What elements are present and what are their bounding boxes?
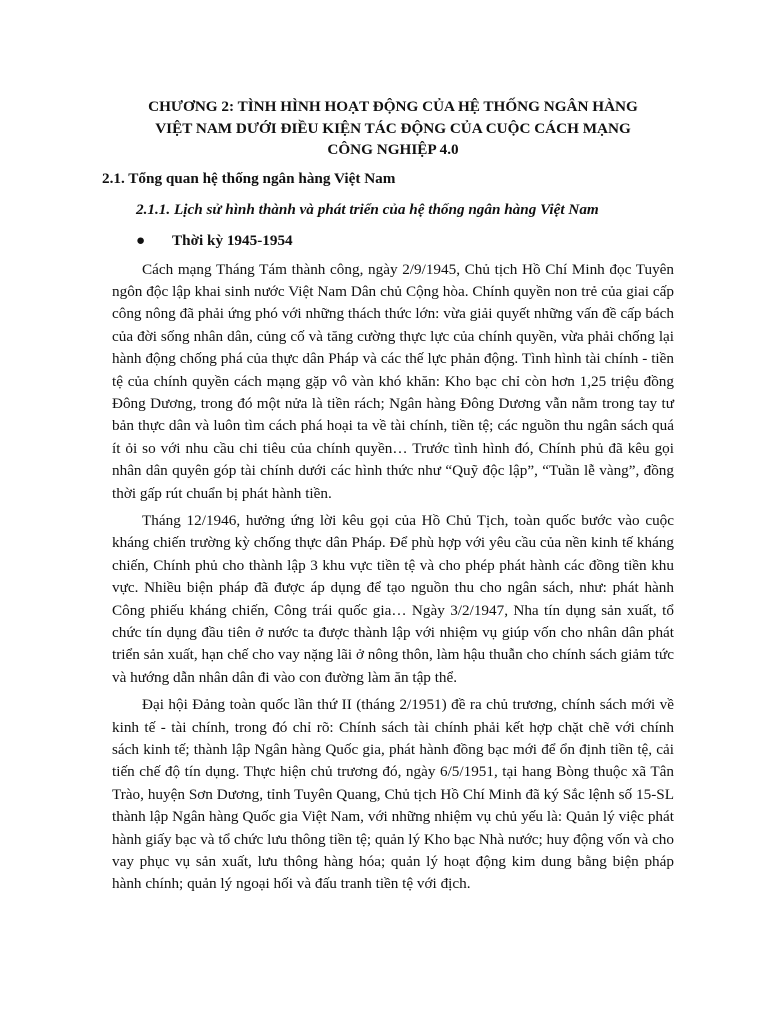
chapter-title bbox=[112, 96, 674, 161]
chapter-title-line-2: VIỆT NAM DƯỚI ĐIỀU KIỆN TÁC ĐỘNG CỦA CUỘC CÁCH MẠNG bbox=[155, 119, 631, 137]
body-paragraph-3: Đại hội Đảng toàn quốc lần thứ II (tháng 2/1951) đề ra chủ trương, chính sách mới về kinh tế - tài chính, trong đó chỉ rõ: Chính sách tài chính phải kết hợp chặt chẽ với chính sách kinh tế; thành lập Ngân hàng Quốc gia, phát hành đồng bạc mới để ổn định tiền tệ, cải tiến chế độ tín dụng. Thực hiện chủ trương đó, ngày 6/5/1951, tại hang Bòng thuộc xã Tân Trào, huyện Sơn Dương, tỉnh Tuyên Quang, Chủ tịch Hồ Chí Minh đã ký Sắc lệnh số 15-SL thành lập Ngân hàng Quốc gia Việt Nam, với những nhiệm vụ chủ yếu là: Quản lý việc phát hành giấy bạc và tổ chức lưu thông tiền tệ; quản lý Kho bạc Nhà nước; huy động vốn và cho vay phục vụ sản xuất, lưu thông hàng hóa; quản lý hoạt động kim dung bằng biện pháp hành chính; quản lý ngoại hối và đấu tranh tiền tệ với địch. bbox=[112, 696, 674, 893]
body-paragraph-1: Cách mạng Tháng Tám thành công, ngày 2/9/1945, Chủ tịch Hồ Chí Minh đọc Tuyên ngôn độc lập khai sinh nước Việt Nam Dân chủ Cộng hòa. Chính quyền non trẻ của giai cấp công nông đã phải ứng phó với những thách thức lớn: vừa giải quyết những vấn đề cấp bách của đời sống nhân dân, củng cố và tăng cường thực lực của chính quyền, vừa phải chống lại hành động chống phá của thực dân Pháp và các thế lực phản động. Tình hình tài chính - tiền tệ của chính quyền cách mạng gặp vô vàn khó khăn: Kho bạc chỉ còn hơn 1,25 triệu đồng Đông Dương, trong đó một nửa là tiền rách; Ngân hàng Đông Dương vẫn nằm trong tay tư bản thực dân và luôn tìm cách phá hoại ta về tài chính, tiền tệ; các nguồn thu ngân sách quá ít ỏi so với nhu cầu chi tiêu của chính quyền… Trước tình hình đó, Chính phủ đã kêu gọi nhân dân quyên góp tài chính dưới các hình thức như “Quỹ độc lập”, “Tuần lễ vàng”, đồng thời gấp rút chuẩn bị phát hành tiền. bbox=[112, 260, 674, 502]
chapter-title-line-3: CÔNG NGHIỆP 4.0 bbox=[327, 141, 459, 158]
section-heading-2-1-1: 2.1.1. Lịch sử hình thành và phát triển của hệ thống ngân hàng Việt Nam bbox=[136, 200, 599, 218]
period-label: Thời kỳ 1945-1954 bbox=[172, 231, 293, 249]
bullet-icon: ● bbox=[136, 231, 146, 249]
section-heading-2-1: 2.1. Tổng quan hệ thống ngân hàng Việt Nam bbox=[102, 169, 396, 187]
period-bullet-item bbox=[136, 227, 674, 254]
chapter-title-line-1: CHƯƠNG 2: TÌNH HÌNH HOẠT ĐỘNG CỦA HỆ THỐNG NGÂN HÀNG bbox=[148, 98, 638, 115]
body-paragraph-2: Tháng 12/1946, hưởng ứng lời kêu gọi của Hồ Chủ Tịch, toàn quốc bước vào cuộc kháng chiến trường kỳ chống thực dân Pháp. Để phù hợp với yêu cầu của nền kinh tế kháng chiến, Chính phủ cho thành lập 3 khu vực tiền tệ và cho phép phát hành các đồng tiền khu vực. Nhiều biện pháp đã được áp dụng để tạo nguồn thu cho ngân sách, như: phát hành Công phiếu kháng chiến, Công trái quốc gia… Ngày 3/2/1947, Nha tín dụng sản xuất, tổ chức tín dụng đầu tiên ở nước ta được thành lập với nhiệm vụ giúp vốn cho nhân dân phát triển sản xuất, hạn chế cho vay nặng lãi ở nông thôn, làm hậu thuẫn cho chính sách giảm tức và hướng dẫn nhân dân đi vào con đường làm ăn tập thể. bbox=[112, 511, 674, 686]
document-page bbox=[102, 96, 674, 896]
